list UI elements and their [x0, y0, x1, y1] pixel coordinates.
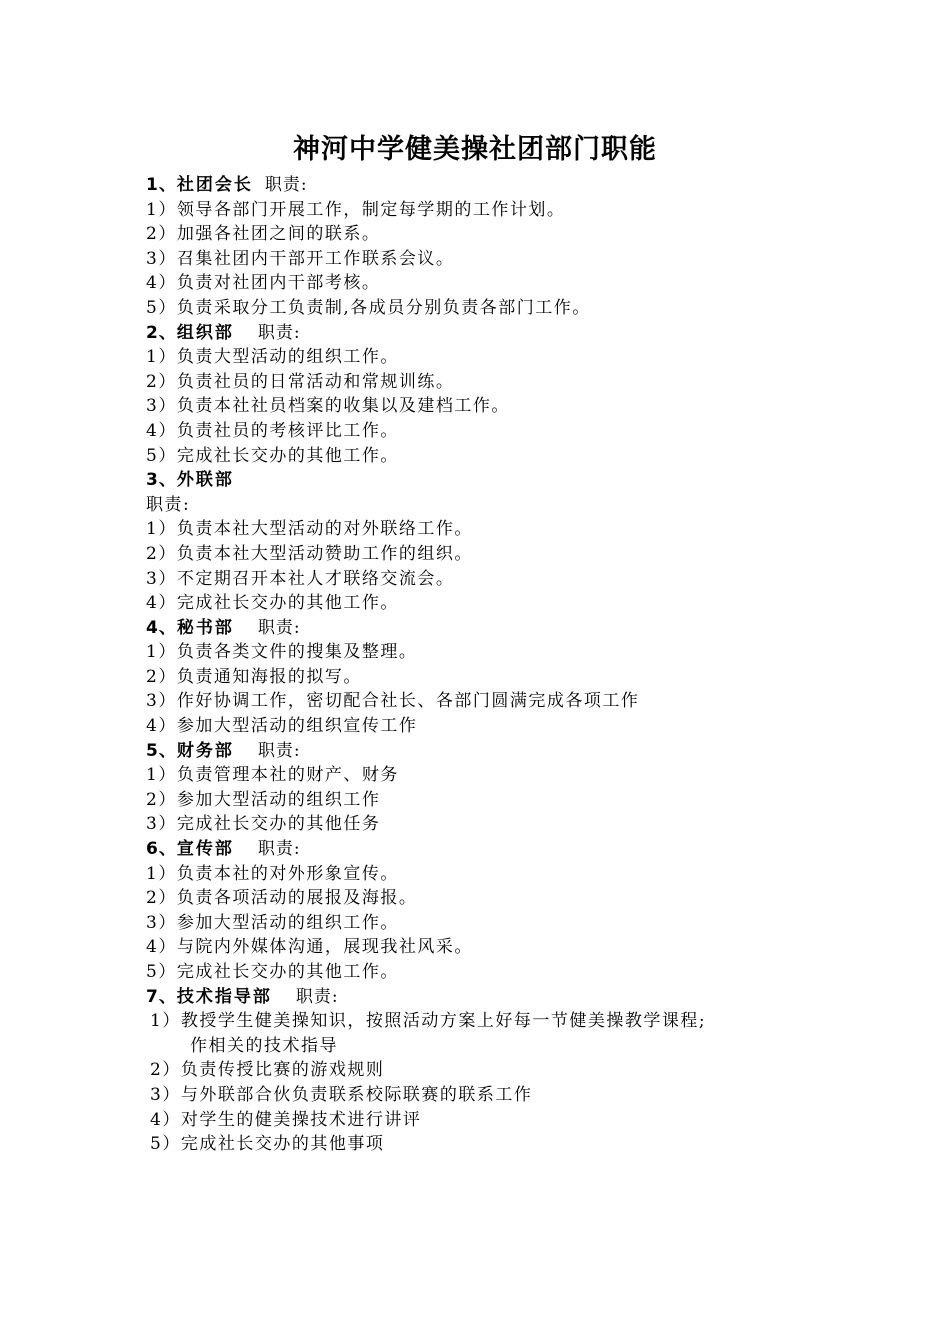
list-item: 2）负责社员的日常活动和常规训练。: [146, 371, 455, 392]
list-item: 3）参加大型活动的组织工作。: [146, 912, 399, 933]
section-number: 6、: [146, 839, 177, 860]
duty-label: 职责:: [257, 322, 301, 343]
list-item: 2）负责传授比赛的游戏规则: [150, 1060, 385, 1081]
section-number: 5、: [146, 740, 177, 761]
list-item: 4）与院内外媒体沟通，展现我社风采。: [146, 937, 473, 958]
list-item: 5）负责采取分工负责制,各成员分别负责各部门工作。: [146, 297, 591, 318]
duty-label: 职责:: [295, 986, 339, 1007]
section-heading-organization: [146, 321, 866, 346]
section-heading-technical-guidance: [146, 985, 866, 1010]
list-item: 5）完成社长交办的其他事项: [150, 1134, 385, 1155]
list-item: 2）参加大型活动的组织工作: [146, 789, 381, 810]
list-item: 3）不定期召开本社人才联络交流会。: [146, 568, 455, 589]
list-item-continuation: 作相关的技术指导: [190, 1035, 338, 1056]
section-number: 1、: [146, 175, 177, 195]
list-item: 4）负责对社团内干部考核。: [146, 273, 381, 294]
list-item: 3）与外联部合伙负责联系校际联赛的联系工作: [150, 1084, 533, 1105]
section-heading-publicity: [146, 837, 866, 862]
list-item: 1）教授学生健美操知识，按照活动方案上好每一节健美操教学课程;: [150, 1011, 707, 1032]
list-item: 4）负责社员的考核评比工作。: [146, 420, 399, 441]
section-name: 宣传部: [176, 839, 234, 860]
list-item: 1）负责本社大型活动的对外联络工作。: [146, 519, 473, 540]
list-item: 3）召集社团内干部开工作联系会议。: [146, 248, 455, 269]
section-heading-external-relations: [146, 468, 866, 493]
list-item: 1）领导各部门开展工作，制定每学期的工作计划。: [146, 199, 566, 220]
list-item: 1）负责本社的对外形象宣传。: [146, 863, 399, 884]
section-heading-president: [146, 173, 866, 198]
section-name: 外联部: [176, 470, 234, 491]
list-item: 2）负责通知海报的拟写。: [146, 666, 362, 687]
list-item: 4）对学生的健美操技术进行讲评: [150, 1109, 422, 1130]
section-number: 7、: [146, 986, 177, 1007]
list-item: 4）完成社长交办的其他工作。: [146, 593, 399, 614]
section-name: 技术指导部: [176, 986, 272, 1007]
page-title: 神河中学健美操社团部门职能: [293, 134, 657, 165]
section-name: 社团会长: [176, 175, 253, 195]
duty-label: 职责:: [257, 740, 301, 761]
section-heading-secretariat: [146, 616, 866, 641]
section-name: 财务部: [176, 740, 234, 761]
section-name: 秘书部: [176, 617, 234, 638]
list-item: 1）负责管理本社的财产、财务: [146, 765, 399, 786]
document-body: [146, 173, 866, 1157]
section-number: 2、: [146, 322, 177, 343]
list-item: 3）作好协调工作，密切配合社长、各部门圆满完成各项工作: [146, 691, 640, 712]
list-item: 4）参加大型活动的组织宣传工作: [146, 716, 418, 737]
section-name: 组织部: [176, 322, 234, 343]
list-item: 1）负责大型活动的组织工作。: [146, 347, 399, 368]
duty-label: 职责:: [257, 839, 301, 860]
section-heading-finance: [146, 739, 866, 764]
section-number: 3、: [146, 470, 177, 491]
list-item: 3）完成社长交办的其他任务: [146, 814, 381, 835]
list-item: 2）负责各项活动的展报及海报。: [146, 888, 418, 909]
list-item: 2）负责本社大型活动赞助工作的组织。: [146, 543, 473, 564]
duty-label: 职责:: [264, 175, 308, 195]
list-item: 5）完成社长交办的其他工作。: [146, 962, 399, 982]
list-item: 5）完成社长交办的其他工作。: [146, 445, 399, 466]
duty-label: 职责:: [257, 617, 301, 638]
section-number: 4、: [146, 617, 177, 638]
duty-label: 职责:: [146, 494, 191, 515]
list-item: 2）加强各社团之间的联系。: [146, 224, 381, 245]
list-item: 3）负责本社社员档案的收集以及建档工作。: [146, 396, 510, 417]
list-item: 1）负责各类文件的搜集及整理。: [146, 642, 418, 663]
